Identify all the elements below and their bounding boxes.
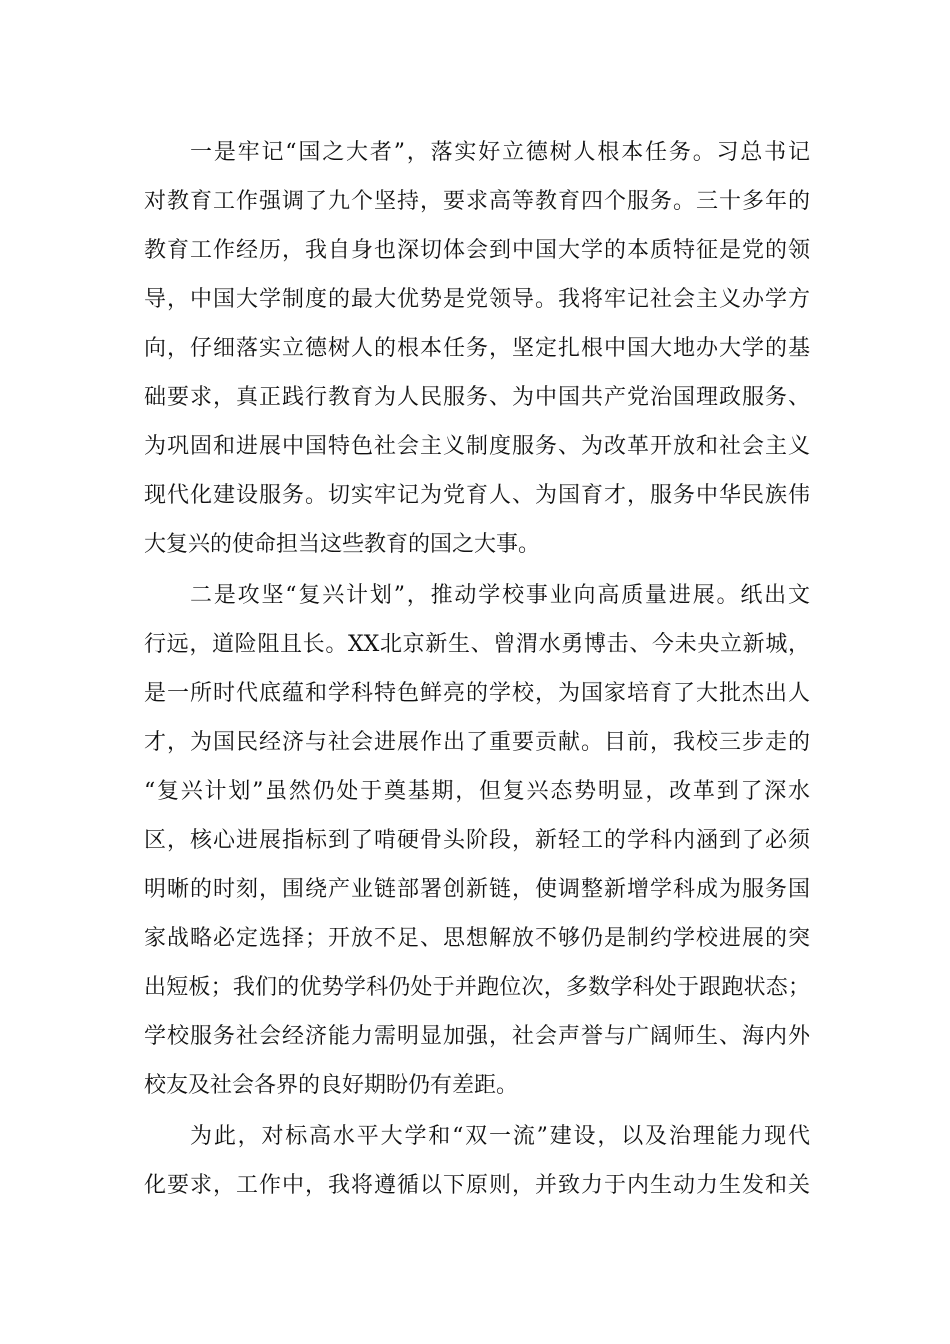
paragraph-2-line-11: 校友及社会各界的良好期盼仍有差距。 [144, 1073, 519, 1098]
paragraph-1-line-1: 一是牢记“国之大者”，落实好立德树人根本任务。习总书记 [190, 140, 810, 165]
paragraph-2-line-7: 明晰的时刻，围绕产业链部署创新链，使调整新增学科成为服务国 [144, 877, 810, 902]
paragraph-2-line-10: 学校服务社会经济能力需明显加强，社会声誉与广阔师生、海内外 [144, 1024, 810, 1049]
paragraph-1-line-2: 对教育工作强调了九个坚持，要求高等教育四个服务。三十多年的 [144, 189, 810, 214]
paragraph-2-line-4: 才，为国民经济与社会进展作出了重要贡献。目前，我校三步走的 [144, 730, 810, 755]
paragraph-1-line-8: 现代化建设服务。切实牢记为党育人、为国育才，服务中华民族伟 [144, 483, 810, 508]
paragraph-3-line-2: 化要求，工作中，我将遵循以下原则，并致力于内生动力生发和关 [144, 1173, 810, 1198]
paragraph-1-line-3: 教育工作经历，我自身也深切体会到中国大学的本质特征是党的领 [144, 238, 810, 263]
paragraph-2-line-1: 二是攻坚“复兴计划”，推动学校事业向高质量进展。纸出文 [190, 583, 810, 608]
paragraph-2-line-3: 是一所时代底蕴和学科特色鲜亮的学校，为国家培育了大批杰出人 [144, 681, 810, 706]
paragraph-2-line-8: 家战略必定选择；开放不足、思想解放不够仍是制约学校进展的突 [144, 926, 810, 951]
paragraph-1-line-7: 为巩固和进展中国特色社会主义制度服务、为改革开放和社会主义 [144, 434, 810, 459]
paragraph-3-line-1: 为此，对标高水平大学和“双一流”建设，以及治理能力现代 [190, 1124, 810, 1149]
paragraph-1-line-5: 向，仔细落实立德树人的根本任务，坚定扎根中国大地办大学的基 [144, 336, 810, 361]
paragraph-2-line-6: 区，核心进展指标到了啃硬骨头阶段，新轻工的学科内涵到了必须 [144, 828, 810, 853]
paragraph-2-line-9: 出短板；我们的优势学科仍处于并跑位次，多数学科处于跟跑状态； [144, 975, 810, 1000]
paragraph-1-line-9: 大复兴的使命担当这些教育的国之大事。 [144, 532, 541, 557]
paragraph-1-line-6: 础要求，真正践行教育为人民服务、为中国共产党治国理政服务、 [144, 385, 810, 410]
paragraph-2-line-2: 行远，道险阻且长。XX北京新生、曾渭水勇博击、今未央立新城， [144, 632, 810, 657]
paragraph-2-line-5: “复兴计划”虽然仍处于奠基期，但复兴态势明显，改革到了深水 [144, 779, 810, 804]
paragraph-1-line-4: 导，中国大学制度的最大优势是党领导。我将牢记社会主义办学方 [144, 287, 810, 312]
